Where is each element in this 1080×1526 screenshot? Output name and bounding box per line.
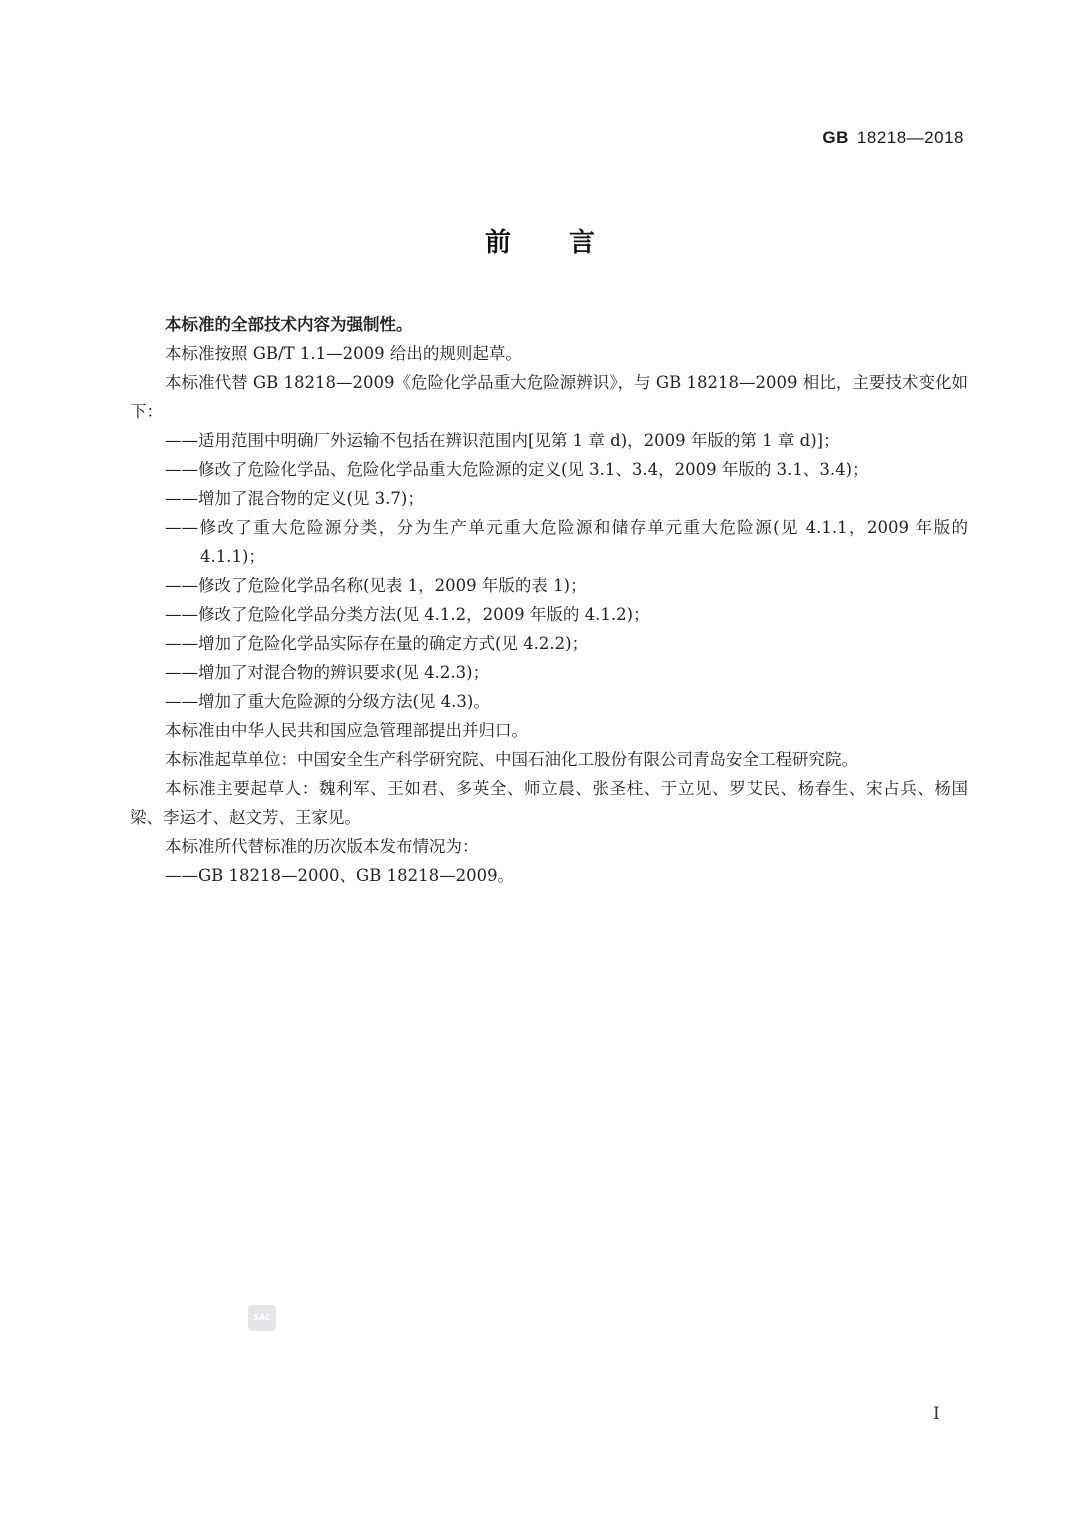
change-item: ——增加了混合物的定义(见 3.7)；: [165, 489, 424, 508]
page-title: 前言: [484, 228, 653, 258]
change-item: ——修改了危险化学品分类方法(见 4.1.2，2009 年版的 4.1.2)；: [165, 605, 650, 624]
standard-number: [822, 128, 964, 148]
sac-watermark-logo: SAC: [248, 1305, 276, 1331]
standard-prefix: GB: [822, 128, 849, 147]
foreword-body: [130, 310, 968, 890]
page-number: I: [933, 1404, 940, 1424]
drafting-rule-paragraph: 本标准按照 GB/T 1.1—2009 给出的规则起草。: [165, 344, 522, 363]
history-list-item: ——GB 18218—2000、GB 18218—2009。: [165, 866, 515, 885]
change-item: ——修改了危险化学品、危险化学品重大危险源的定义(见 3.1、3.4，2009 年版的 3.1、3.4)；: [165, 460, 869, 479]
drafting-units-paragraph: 本标准起草单位：中国安全生产科学研究院、中国石油化工股份有限公司青岛安全工程研究院。: [165, 750, 858, 769]
replaces-paragraph: 本标准代替 GB 18218—2009《危险化学品重大危险源辨识》，与 GB 18218—2009 相比，主要技术变化如下：: [130, 373, 968, 421]
change-item: ——增加了危险化学品实际存在量的确定方式(见 4.2.2)；: [165, 634, 589, 653]
change-item: ——修改了重大危险源分类，分为生产单元重大危险源和储存单元重大危险源(见 4.1.1，2009 年版的 4.1.1)；: [165, 518, 968, 566]
history-intro-paragraph: 本标准所代替标准的历次版本发布情况为：: [165, 837, 479, 856]
change-item: ——修改了危险化学品名称(见表 1，2009 年版的表 1)；: [165, 576, 587, 595]
proposed-by-paragraph: 本标准由中华人民共和国应急管理部提出并归口。: [165, 721, 528, 740]
drafters-paragraph: 本标准主要起草人：魏利军、王如君、多英全、师立晨、张圣柱、于立见、罗艾民、杨春生、宋占兵、杨国梁、李运才、赵文芳、王家见。: [130, 779, 968, 827]
standard-code: 18218—2018: [856, 128, 964, 147]
mandatory-statement: 本标准的全部技术内容为强制性。: [165, 315, 413, 334]
change-item: ——增加了重大危险源的分级方法(见 4.3)。: [165, 692, 490, 711]
change-item: ——适用范围中明确厂外运输不包括在辨识范围内[见第 1 章 d)，2009 年版的第 1 章 d)]；: [165, 431, 840, 450]
change-item: ——增加了对混合物的辨识要求(见 4.2.3)；: [165, 663, 490, 682]
